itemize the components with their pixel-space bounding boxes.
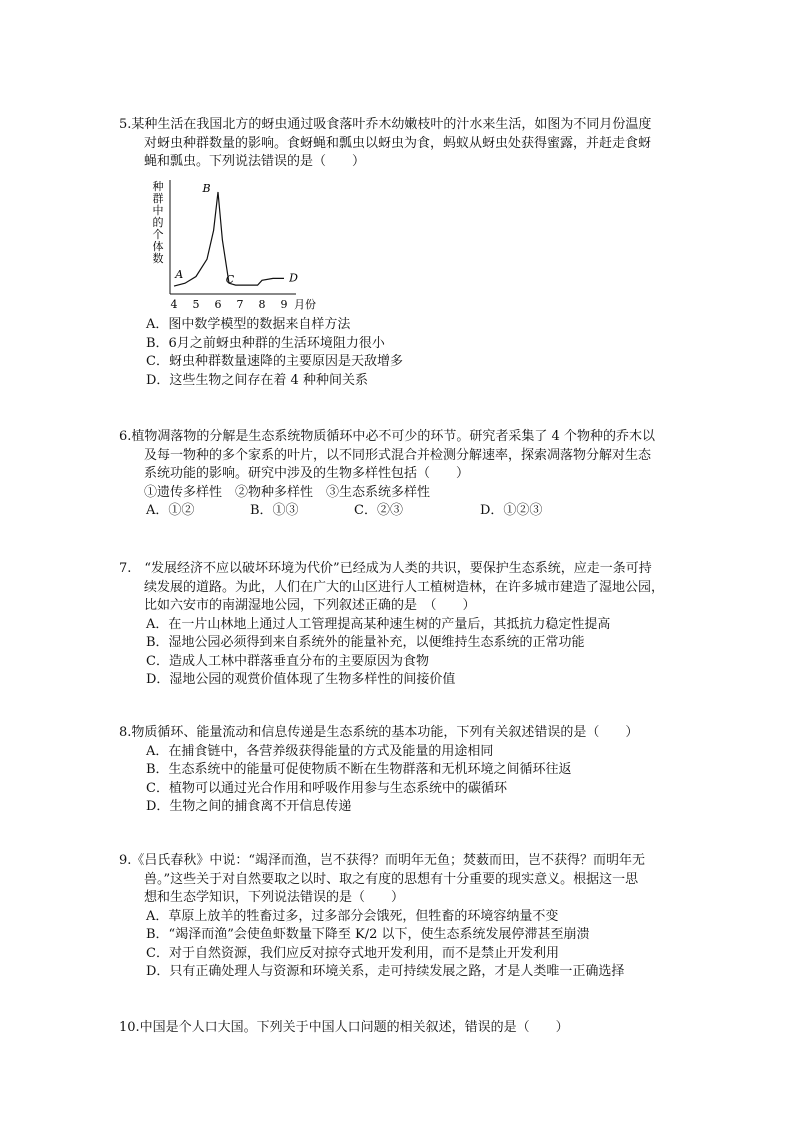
question-9-option-b[interactable]: B．“竭泽而渔”会使鱼虾数量下降至 K/2 以下，使生态系统发展停滞甚至崩溃 xyxy=(146,927,590,942)
question-6-choices xyxy=(119,502,719,521)
y-axis-label-char: 种 xyxy=(152,180,164,193)
question-5-option-c[interactable]: C．蚜虫种群数量速降的主要原因是天敌增多 xyxy=(146,354,403,369)
x-tick-label: 7 xyxy=(236,298,244,311)
point-labels xyxy=(174,182,298,286)
question-6-option-d[interactable]: D．①②③ xyxy=(480,503,543,518)
question-5-option-d[interactable]: D．这些生物之间存在着 4 种种间关系 xyxy=(146,372,368,388)
question-7-option-c[interactable]: C．造成人工林中群落垂直分布的主要原因为食物 xyxy=(146,653,429,669)
question-5-stem-line-2: 对蚜虫种群数量的影响。食蚜蝇和瓢虫以蚜虫为食，蚂蚁从蚜虫处获得蜜露，并赶走食蚜 xyxy=(144,135,652,151)
x-tick-label: 6 xyxy=(214,298,222,311)
question-5-options xyxy=(146,316,403,390)
y-axis-label-char: 个 xyxy=(152,228,164,241)
question-7-option-d[interactable]: D．湿地公园的观赏价值体现了生物多样性的间接价值 xyxy=(146,672,456,687)
question-9-stem-line-3: 想和生态学知识，下列说法错误的是（ ） xyxy=(144,890,405,905)
question-7 xyxy=(119,560,719,690)
question-6-option-b[interactable]: B．①③ xyxy=(250,503,299,518)
question-9-option-a[interactable]: A．草原上放羊的牲畜过多，过多部分会饿死，但牲畜的环境容纳量不变 xyxy=(146,908,559,924)
question-9-stem-line-1: 9.《吕氏春秋》中说：“竭泽而渔，岂不获得？而明年无鱼；焚薮而田，岂不获得？而明年无 xyxy=(119,853,646,868)
question-6-stem-line-3: 系统功能的影响。研究中涉及的生物多样性包括（ ） xyxy=(144,466,470,481)
chart-svg xyxy=(150,176,316,316)
point-label-b: B xyxy=(202,182,211,195)
question-7-stem-line-2: 续发展的道路。为此，人们在广大的山区进行人工植树造林，在许多城市建造了湿地公园， xyxy=(144,579,665,595)
question-8-option-c[interactable]: C．植物可以通过光合作用和呼吸作用参与生态系统中的碳循环 xyxy=(146,780,507,796)
y-axis-label-char: 群 xyxy=(152,192,164,205)
aphid-population-chart xyxy=(150,176,316,316)
question-5 xyxy=(119,116,719,172)
question-10-stem-line-1: 10.中国是个人口大国。下列关于中国人口问题的相关叙述，错误的是（ ） xyxy=(119,1020,569,1035)
y-axis-label xyxy=(153,180,164,265)
y-axis-label-char: 的 xyxy=(152,216,164,229)
x-tick-label: 9 xyxy=(280,298,288,311)
question-6-option-a[interactable]: A．①② xyxy=(146,503,195,518)
question-8-option-a[interactable]: A．在捕食链中，各营养级获得能量的方式及能量的用途相同 xyxy=(146,743,494,759)
question-6-option-c[interactable]: C．②③ xyxy=(354,503,403,518)
question-5-stem-line-1: 5.某种生活在我国北方的蚜虫通过吸食落叶乔木幼嫩枝叶的汁水来生活，如图为不同月份温度 xyxy=(119,117,652,132)
x-tick-label: 5 xyxy=(192,298,200,311)
y-axis-label-char: 中 xyxy=(152,204,164,217)
question-6 xyxy=(119,428,719,521)
question-6-stem-line-4: ①遗传多样性 ②物种多样性 ③生态系统多样性 xyxy=(144,484,431,500)
question-9-option-d[interactable]: D．只有正确处理人与资源和环境关系，走可持续发展之路，才是人类唯一正确选择 xyxy=(146,964,625,979)
question-7-option-a[interactable]: A．在一片山林地上通过人工管理提高某种速生树的产量后，其抵抗力稳定性提高 xyxy=(146,616,611,632)
question-5-stem-line-3: 蝇和瓢虫。下列说法错误的是（ ） xyxy=(144,154,366,169)
question-5-option-a[interactable]: A．图中数学模型的数据来自样方法 xyxy=(146,317,351,332)
x-tick-labels xyxy=(171,298,288,311)
y-axis-label-char: 体 xyxy=(152,240,164,253)
question-9-stem-line-2: 兽。”这些关于对自然要取之以时、取之有度的思想有十分重要的现实意义。根据这一思 xyxy=(144,871,639,887)
question-7-stem-line-1: 7. “发展经济不应以破坏环境为代价”已经成为人类的共识，要保护生态系统，应走一条可持 xyxy=(119,561,652,576)
question-8-option-d[interactable]: D．生物之间的捕食离不开信息传递 xyxy=(146,799,352,814)
question-8-option-b[interactable]: B．生态系统中的能量可促使物质不断在生物群落和无机环境之间循环往返 xyxy=(146,762,572,777)
question-6-stem-line-2: 及每一物种的多个家系的叶片，以不同形式混合并检测分解速率，探索凋落物分解对生态 xyxy=(144,447,652,463)
point-label-c: C xyxy=(225,273,235,287)
point-label-a: A xyxy=(175,268,184,282)
question-6-stem-line-1: 6.植物凋落物的分解是生态系统物质循环中必不可少的环节。研究者采集了 4 个物种的乔木以 xyxy=(119,429,655,444)
question-9-option-c[interactable]: C．对于自然资源，我们应反对掠夺式地开发利用，而不是禁止开发利用 xyxy=(146,945,559,961)
y-axis-label-char: 数 xyxy=(152,252,164,265)
question-8 xyxy=(119,724,719,817)
question-7-stem-line-3: 比如六安市的南湖湿地公园，下列叙述正确的是 （ ） xyxy=(144,598,476,613)
x-tick-label: 8 xyxy=(258,298,266,311)
x-axis-label: 月份 xyxy=(294,298,316,311)
point-label-d: D xyxy=(289,271,298,285)
population-curve xyxy=(174,192,284,286)
question-7-option-b[interactable]: B．湿地公园必须得到来自系统外的能量补充，以便维持生态系统的正常功能 xyxy=(146,635,585,650)
question-9 xyxy=(119,852,719,982)
x-tick-label: 4 xyxy=(170,298,178,311)
question-5-option-b[interactable]: B．6月之前蚜虫种群的生活环境阻力很小 xyxy=(146,335,385,351)
question-8-stem-line-1: 8.物质循环、能量流动和信息传递是生态系统的基本功能，下列有关叙述错误的是（ ） xyxy=(119,725,639,740)
question-10 xyxy=(119,1019,719,1038)
